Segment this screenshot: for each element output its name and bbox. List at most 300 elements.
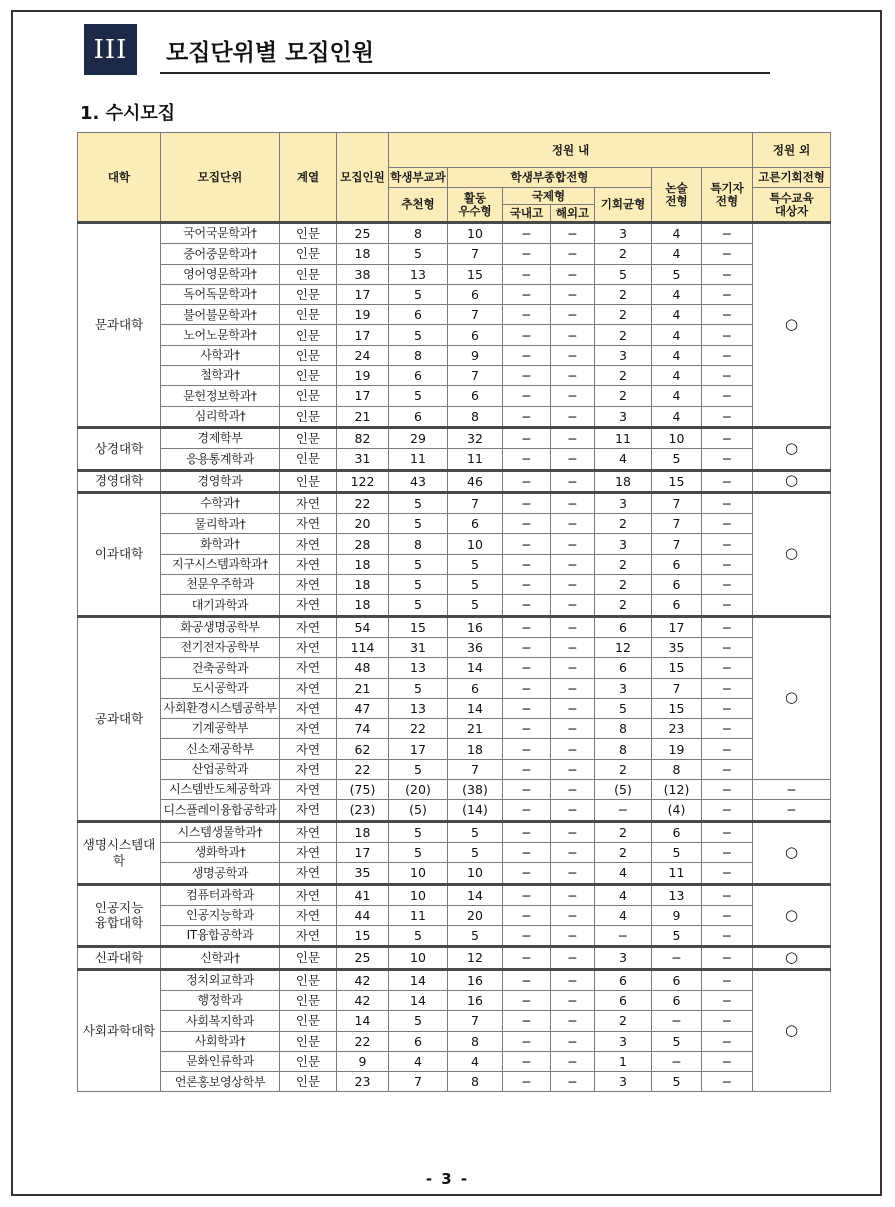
cell-value: 11	[448, 449, 503, 470]
cell-value: 5	[652, 1031, 702, 1051]
table-row	[78, 1051, 831, 1071]
cell-value: (5)	[595, 780, 652, 800]
cell-value: −	[503, 386, 551, 406]
cell-value: 6	[448, 514, 503, 534]
cell-value: 6	[652, 575, 702, 595]
cell-value: −	[503, 1011, 551, 1031]
cell-value: −	[702, 264, 753, 284]
cell-value: 14	[448, 698, 503, 718]
cell-value: −	[503, 884, 551, 905]
college-name: 신과대학	[78, 947, 161, 969]
cell-value: 7	[652, 678, 702, 698]
outside-quota-mark: ○	[753, 223, 831, 428]
cell-value: 7	[448, 244, 503, 264]
outside-quota-mark: ○	[753, 947, 831, 969]
header-activity: 활동 우수형	[448, 188, 503, 223]
cell-value: 6	[448, 284, 503, 304]
header-special: 특기자 전형	[702, 168, 753, 223]
cell-value: 5	[652, 842, 702, 862]
cell-value: −	[503, 800, 551, 821]
college-name: 이과대학	[78, 492, 161, 616]
cell-value: 22	[389, 719, 448, 739]
cell-value: −	[702, 284, 753, 304]
cell-value: 16	[448, 616, 503, 637]
table-row	[78, 658, 831, 678]
recruitment-table	[77, 132, 831, 1092]
cell-value: −	[595, 926, 652, 947]
cell-value: 자연	[280, 780, 337, 800]
cell-value: −	[702, 821, 753, 842]
cell-value: −	[503, 284, 551, 304]
cell-value: 41	[337, 884, 389, 905]
cell-value: −	[702, 1031, 753, 1051]
cell-value: 3	[595, 223, 652, 244]
cell-value: 9	[448, 345, 503, 365]
unit-name: 수학과†	[161, 492, 280, 513]
cell-value: 6	[389, 305, 448, 325]
cell-value: 5	[389, 554, 448, 574]
cell-value: 17	[337, 386, 389, 406]
cell-value: −	[551, 616, 595, 637]
table-row	[78, 554, 831, 574]
cell-value: 47	[337, 698, 389, 718]
cell-value: −	[702, 990, 753, 1010]
cell-value: −	[551, 863, 595, 884]
cell-value: 14	[389, 969, 448, 990]
cell-value: −	[551, 244, 595, 264]
college-name: 경영대학	[78, 470, 161, 492]
cell-value: −	[503, 244, 551, 264]
cell-value: 자연	[280, 884, 337, 905]
cell-value: 5	[389, 821, 448, 842]
table-row	[78, 406, 831, 427]
cell-value: −	[551, 842, 595, 862]
cell-value: 19	[337, 366, 389, 386]
cell-value: 6	[595, 616, 652, 637]
cell-value: 인문	[280, 406, 337, 427]
cell-value: −	[702, 739, 753, 759]
outside-quota-mark: ○	[753, 492, 831, 616]
table-row	[78, 905, 831, 925]
cell-value: 3	[595, 1072, 652, 1092]
cell-value: 3	[595, 345, 652, 365]
cell-value: 25	[337, 947, 389, 969]
header-outside-quota: 정원 외	[753, 133, 831, 168]
cell-value: 6	[389, 1031, 448, 1051]
cell-value: −	[503, 905, 551, 925]
unit-name: 언론홍보영상학부	[161, 1072, 280, 1092]
college-group	[78, 821, 831, 884]
cell-value: −	[702, 905, 753, 925]
unit-name: 지구시스템과학과†	[161, 554, 280, 574]
cell-value: 9	[652, 905, 702, 925]
cell-value: 자연	[280, 905, 337, 925]
cell-value: 인문	[280, 345, 337, 365]
cell-value: −	[702, 427, 753, 448]
table-row	[78, 800, 831, 821]
cell-value: −	[551, 678, 595, 698]
cell-value: −	[503, 678, 551, 698]
cell-value: −	[551, 406, 595, 427]
cell-value: 10	[448, 223, 503, 244]
cell-value: −	[702, 719, 753, 739]
cell-value: −	[551, 1072, 595, 1092]
cell-value: 자연	[280, 637, 337, 657]
unit-name: 노어노문학과†	[161, 325, 280, 345]
college-group	[78, 884, 831, 947]
unit-name: 사회복지학과	[161, 1011, 280, 1031]
cell-value: 6	[652, 554, 702, 574]
cell-value: −	[702, 637, 753, 657]
cell-value: 자연	[280, 759, 337, 779]
cell-value: 36	[448, 637, 503, 657]
cell-value: (23)	[337, 800, 389, 821]
cell-value: −	[702, 926, 753, 947]
unit-name: 정치외교학과	[161, 969, 280, 990]
cell-value: 35	[337, 863, 389, 884]
cell-value: −	[702, 698, 753, 718]
header-comprehensive: 학생부종합전형	[448, 168, 652, 188]
unit-name: 중어중문학과†	[161, 244, 280, 264]
cell-value: 18	[337, 821, 389, 842]
cell-value: 6	[389, 366, 448, 386]
cell-value: 4	[652, 386, 702, 406]
college-group	[78, 969, 831, 1092]
cell-value: −	[551, 800, 595, 821]
cell-value: 자연	[280, 616, 337, 637]
cell-value: 2	[595, 1011, 652, 1031]
cell-value: −	[551, 345, 595, 365]
sub-title: 1. 수시모집	[80, 103, 176, 124]
cell-value: 74	[337, 719, 389, 739]
cell-value: −	[551, 575, 595, 595]
cell-value: 8	[389, 345, 448, 365]
unit-name: 철학과†	[161, 366, 280, 386]
cell-value: 38	[337, 264, 389, 284]
cell-value: 14	[448, 658, 503, 678]
cell-value: 16	[448, 969, 503, 990]
cell-value: 46	[448, 470, 503, 492]
cell-value: 5	[448, 842, 503, 862]
cell-value: 15	[337, 926, 389, 947]
cell-value: 2	[595, 514, 652, 534]
cell-value: −	[551, 284, 595, 304]
cell-value: 28	[337, 534, 389, 554]
cell-value: 5	[389, 678, 448, 698]
unit-name: 문헌정보학과†	[161, 386, 280, 406]
table-row	[78, 534, 831, 554]
header-track: 계열	[280, 133, 337, 223]
cell-value: 자연	[280, 926, 337, 947]
cell-value: 2	[595, 554, 652, 574]
cell-value: −	[503, 514, 551, 534]
cell-value: (4)	[652, 800, 702, 821]
cell-value: −	[551, 223, 595, 244]
cell-value: −	[551, 658, 595, 678]
cell-value: 11	[389, 449, 448, 470]
table-row	[78, 264, 831, 284]
cell-value: 17	[337, 325, 389, 345]
cell-value: 자연	[280, 719, 337, 739]
cell-value: −	[551, 264, 595, 284]
cell-value: 6	[595, 969, 652, 990]
cell-value: 7	[652, 534, 702, 554]
outside-quota-mark: ○	[753, 969, 831, 1092]
unit-name: 도시공학과	[161, 678, 280, 698]
cell-value: −	[551, 698, 595, 718]
cell-value: 18	[337, 554, 389, 574]
table-row	[78, 427, 831, 448]
cell-value: −	[503, 345, 551, 365]
unit-name: 인공지능학과	[161, 905, 280, 925]
cell-value: −	[702, 406, 753, 427]
unit-name: 사학과†	[161, 345, 280, 365]
unit-name: 생명공학과	[161, 863, 280, 884]
cell-value: −	[551, 719, 595, 739]
section-title-underline	[160, 72, 770, 74]
cell-value: −	[503, 947, 551, 969]
cell-value: 인문	[280, 244, 337, 264]
cell-value: −	[503, 1072, 551, 1092]
cell-value: −	[551, 514, 595, 534]
cell-value: −	[551, 1011, 595, 1031]
cell-value: 2	[595, 759, 652, 779]
cell-value: −	[551, 449, 595, 470]
header-special-education: 특수교육 대상자	[753, 188, 831, 223]
cell-value: 5	[448, 575, 503, 595]
cell-value: 5	[389, 595, 448, 616]
cell-value: −	[702, 1051, 753, 1071]
header-opportunity: 기회균형	[595, 188, 652, 223]
cell-value: −	[551, 366, 595, 386]
cell-value: −	[503, 780, 551, 800]
college-group	[78, 470, 831, 492]
cell-value: −	[503, 1051, 551, 1071]
cell-value: 6	[652, 990, 702, 1010]
outside-quota-mark: ○	[753, 616, 831, 779]
cell-value: −	[503, 842, 551, 862]
cell-value: 5	[389, 842, 448, 862]
cell-value: 4	[652, 366, 702, 386]
cell-value: 5	[652, 449, 702, 470]
cell-value: 인문	[280, 366, 337, 386]
unit-name: 전기전자공학부	[161, 637, 280, 657]
table-row	[78, 719, 831, 739]
cell-value: 2	[595, 595, 652, 616]
cell-value: −	[503, 470, 551, 492]
table-row	[78, 492, 831, 513]
cell-value: −	[503, 637, 551, 657]
cell-value: 2	[595, 821, 652, 842]
cell-value: 54	[337, 616, 389, 637]
college-group	[78, 947, 831, 969]
cell-value: 18	[595, 470, 652, 492]
cell-value: 82	[337, 427, 389, 448]
college-name: 사회과학대학	[78, 969, 161, 1092]
cell-value: −	[551, 325, 595, 345]
cell-value: 9	[337, 1051, 389, 1071]
cell-value: 5	[652, 926, 702, 947]
cell-value: 자연	[280, 842, 337, 862]
cell-value: −	[702, 884, 753, 905]
outside-quota-mark: ○	[753, 821, 831, 884]
cell-value: 17	[389, 739, 448, 759]
college-name: 문과대학	[78, 223, 161, 428]
cell-value: 13	[389, 698, 448, 718]
cell-value: (38)	[448, 780, 503, 800]
cell-value: −	[503, 990, 551, 1010]
table-row	[78, 1072, 831, 1092]
cell-value: 6	[448, 386, 503, 406]
cell-value: 2	[595, 284, 652, 304]
unit-name: 건축공학과	[161, 658, 280, 678]
cell-value: 인문	[280, 284, 337, 304]
cell-value: −	[503, 534, 551, 554]
unit-name: 기계공학부	[161, 719, 280, 739]
unit-name: 사회학과†	[161, 1031, 280, 1051]
table-row	[78, 1011, 831, 1031]
cell-value: 11	[389, 905, 448, 925]
cell-value: 3	[595, 406, 652, 427]
cell-value: 6	[389, 406, 448, 427]
cell-value: −	[503, 698, 551, 718]
cell-value: 5	[448, 926, 503, 947]
cell-value: 자연	[280, 698, 337, 718]
table-row	[78, 345, 831, 365]
cell-value: 2	[595, 386, 652, 406]
cell-value: −	[503, 492, 551, 513]
cell-value: 11	[595, 427, 652, 448]
cell-value: 인문	[280, 990, 337, 1010]
cell-value: 4	[389, 1051, 448, 1071]
cell-value: 18	[337, 595, 389, 616]
cell-value: 4	[652, 223, 702, 244]
cell-value: 15	[448, 264, 503, 284]
cell-value: 114	[337, 637, 389, 657]
table-row	[78, 926, 831, 947]
cell-value: 인문	[280, 969, 337, 990]
cell-value: 인문	[280, 264, 337, 284]
table-row	[78, 637, 831, 657]
cell-value: 2	[595, 305, 652, 325]
table-row	[78, 780, 831, 800]
table-row	[78, 947, 831, 969]
cell-value: −	[702, 325, 753, 345]
cell-value: 5	[389, 244, 448, 264]
cell-value: 자연	[280, 534, 337, 554]
cell-value: 62	[337, 739, 389, 759]
cell-value: 21	[337, 678, 389, 698]
cell-value: (5)	[389, 800, 448, 821]
cell-value: −	[652, 1011, 702, 1031]
cell-value: 4	[652, 284, 702, 304]
cell-value: 15	[652, 658, 702, 678]
college-group	[78, 492, 831, 616]
unit-name: 행정학과	[161, 990, 280, 1010]
header-recommend: 추천형	[389, 188, 448, 223]
unit-name: 컴퓨터과학과	[161, 884, 280, 905]
cell-value: 인문	[280, 470, 337, 492]
cell-value: −	[702, 678, 753, 698]
cell-value: 7	[652, 492, 702, 513]
cell-value: 인문	[280, 947, 337, 969]
cell-value: −	[503, 595, 551, 616]
cell-value: 14	[337, 1011, 389, 1031]
cell-value: 인문	[280, 325, 337, 345]
table-row	[78, 1031, 831, 1051]
cell-value: −	[702, 1072, 753, 1092]
cell-value: −	[702, 947, 753, 969]
cell-value: 32	[448, 427, 503, 448]
cell-value: 8	[448, 1072, 503, 1092]
cell-value: 122	[337, 470, 389, 492]
cell-value: 5	[389, 386, 448, 406]
cell-value: 7	[652, 514, 702, 534]
college-name: 상경대학	[78, 427, 161, 470]
unit-name: 사회환경시스템공학부	[161, 698, 280, 718]
cell-value: 인문	[280, 305, 337, 325]
cell-value: −	[551, 492, 595, 513]
unit-name: 천문우주학과	[161, 575, 280, 595]
cell-value: 20	[337, 514, 389, 534]
cell-value: 인문	[280, 1011, 337, 1031]
table-row	[78, 698, 831, 718]
cell-value: −	[503, 658, 551, 678]
cell-value: 2	[595, 842, 652, 862]
cell-value: −	[702, 366, 753, 386]
unit-name: 독어독문학과†	[161, 284, 280, 304]
cell-value: 3	[595, 1031, 652, 1051]
unit-name: 디스플레이융합공학과	[161, 800, 280, 821]
cell-value: −	[702, 658, 753, 678]
cell-value: −	[551, 386, 595, 406]
cell-value: 5	[389, 325, 448, 345]
cell-value: 24	[337, 345, 389, 365]
cell-value: 5	[389, 575, 448, 595]
cell-value: −	[503, 739, 551, 759]
cell-value: −	[702, 449, 753, 470]
header-college: 대학	[78, 133, 161, 223]
cell-value: −	[702, 759, 753, 779]
cell-value: −	[652, 947, 702, 969]
cell-value: 12	[448, 947, 503, 969]
cell-value: −	[551, 305, 595, 325]
cell-value: 4	[652, 244, 702, 264]
college-group	[78, 223, 831, 428]
cell-value: −	[702, 969, 753, 990]
cell-value: 4	[595, 884, 652, 905]
cell-value: 자연	[280, 514, 337, 534]
cell-value: 자연	[280, 821, 337, 842]
unit-name: 시스템생물학과†	[161, 821, 280, 842]
table-row	[78, 470, 831, 492]
cell-value: −	[702, 842, 753, 862]
cell-value: 4	[652, 345, 702, 365]
college-name: 생명시스템대학	[78, 821, 161, 884]
unit-name: 심리학과†	[161, 406, 280, 427]
cell-value: 12	[595, 637, 652, 657]
unit-name: 국어국문학과†	[161, 223, 280, 244]
outside-quota-value: −	[753, 780, 831, 800]
cell-value: 31	[389, 637, 448, 657]
cell-value: 14	[389, 990, 448, 1010]
cell-value: −	[702, 345, 753, 365]
unit-name: 불어불문학과†	[161, 305, 280, 325]
cell-value: 5	[448, 821, 503, 842]
cell-value: 2	[595, 244, 652, 264]
cell-value: 10	[652, 427, 702, 448]
cell-value: 8	[448, 406, 503, 427]
